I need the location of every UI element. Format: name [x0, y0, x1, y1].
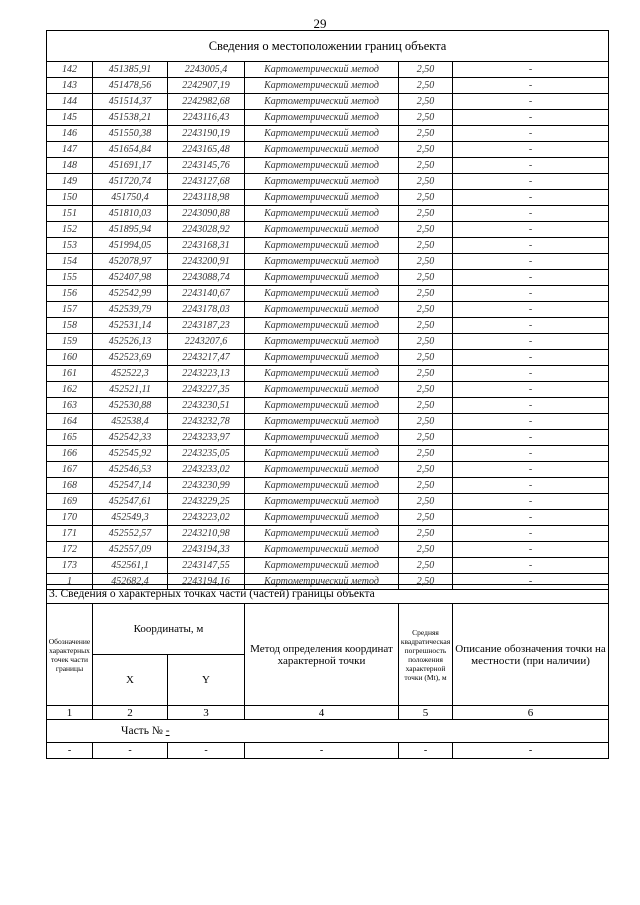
x-coordinate-cell: 451691,17 — [93, 158, 168, 174]
point-number-cell: 171 — [47, 526, 93, 542]
table-row — [47, 414, 609, 430]
x-coordinate-cell: 451514,37 — [93, 94, 168, 110]
method-cell: Картометрический метод — [245, 462, 399, 478]
x-coordinate-cell: 451810,03 — [93, 206, 168, 222]
method-cell: Картометрический метод — [245, 398, 399, 414]
accuracy-cell: 2,50 — [399, 238, 453, 254]
method-cell: Картометрический метод — [245, 350, 399, 366]
part-value: - — [165, 725, 170, 737]
method-cell: Картометрический метод — [245, 62, 399, 78]
y-coordinate-cell: 2243187,23 — [168, 318, 245, 334]
description-cell: - — [453, 238, 609, 254]
table-row — [47, 158, 609, 174]
point-number-cell: 145 — [47, 110, 93, 126]
y-coordinate-cell: 2243116,43 — [168, 110, 245, 126]
point-number-cell: 143 — [47, 78, 93, 94]
description-cell: - — [453, 190, 609, 206]
point-number-cell: 158 — [47, 318, 93, 334]
method-cell: Картометрический метод — [245, 574, 399, 590]
accuracy-cell: 2,50 — [399, 270, 453, 286]
y-coordinate-cell: 2243178,03 — [168, 302, 245, 318]
table-row — [47, 254, 609, 270]
point-number-cell: 162 — [47, 382, 93, 398]
point-number-cell: 172 — [47, 542, 93, 558]
table-row — [47, 62, 609, 78]
description-cell: - — [453, 542, 609, 558]
point-number-cell: 167 — [47, 462, 93, 478]
description-header: Описание обозначения точки на местности (при наличии) — [453, 604, 609, 706]
method-cell: Картометрический метод — [245, 206, 399, 222]
y-coordinate-cell: 2243118,98 — [168, 190, 245, 206]
method-cell: Картометрический метод — [245, 558, 399, 574]
description-cell: - — [453, 222, 609, 238]
boundary-table — [46, 30, 609, 590]
accuracy-cell: 2,50 — [399, 94, 453, 110]
point-number-cell: 150 — [47, 190, 93, 206]
y-coordinate-cell: 2243217,47 — [168, 350, 245, 366]
accuracy-cell: 2,50 — [399, 206, 453, 222]
x-coordinate-cell: 452407,98 — [93, 270, 168, 286]
description-cell: - — [453, 350, 609, 366]
accuracy-cell: 2,50 — [399, 382, 453, 398]
x-coordinate-cell: 451478,56 — [93, 78, 168, 94]
method-cell: Картометрический метод — [245, 302, 399, 318]
x-coordinate-cell: 452531,14 — [93, 318, 168, 334]
point-number-cell: 152 — [47, 222, 93, 238]
point-number-cell: 149 — [47, 174, 93, 190]
table-row — [47, 142, 609, 158]
description-cell: - — [453, 94, 609, 110]
table-row — [47, 78, 609, 94]
method-cell: Картометрический метод — [245, 526, 399, 542]
y-coordinate-cell: 2243207,6 — [168, 334, 245, 350]
method-cell: Картометрический метод — [245, 318, 399, 334]
accuracy-cell: 2,50 — [399, 174, 453, 190]
method-cell: Картометрический метод — [245, 446, 399, 462]
y-coordinate-cell: 2242982,68 — [168, 94, 245, 110]
method-cell: Картометрический метод — [245, 478, 399, 494]
x-coordinate-cell: 451994,05 — [93, 238, 168, 254]
method-cell: Картометрический метод — [245, 142, 399, 158]
accuracy-cell: 2,50 — [399, 446, 453, 462]
method-cell: Картометрический метод — [245, 286, 399, 302]
x-header: X — [93, 655, 168, 706]
table-row — [47, 478, 609, 494]
accuracy-cell: 2,50 — [399, 510, 453, 526]
method-cell: Картометрический метод — [245, 238, 399, 254]
table-row — [47, 366, 609, 382]
method-header: Метод определения координат характерной точки — [245, 604, 399, 706]
empty-cell: - — [453, 743, 609, 759]
y-coordinate-cell: 2243223,13 — [168, 366, 245, 382]
point-number-cell: 170 — [47, 510, 93, 526]
point-number-cell: 154 — [47, 254, 93, 270]
accuracy-cell: 2,50 — [399, 366, 453, 382]
part-points-table — [46, 584, 609, 759]
accuracy-cell: 2,50 — [399, 526, 453, 542]
section3-title: 3. Сведения о характерных точках части (частей) границы объекта — [47, 585, 609, 604]
col-number: 1 — [47, 706, 93, 720]
accuracy-cell: 2,50 — [399, 190, 453, 206]
point-number-cell: 173 — [47, 558, 93, 574]
empty-cell: - — [93, 743, 168, 759]
method-cell: Картометрический метод — [245, 494, 399, 510]
table-row — [47, 494, 609, 510]
col-number: 6 — [453, 706, 609, 720]
method-cell: Картометрический метод — [245, 174, 399, 190]
designation-header: Обозначение характерных точек части границы — [47, 604, 93, 706]
y-coordinate-cell: 2243232,78 — [168, 414, 245, 430]
y-coordinate-cell: 2243028,92 — [168, 222, 245, 238]
accuracy-cell: 2,50 — [399, 430, 453, 446]
point-number-cell: 147 — [47, 142, 93, 158]
point-number-cell: 169 — [47, 494, 93, 510]
point-number-cell: 163 — [47, 398, 93, 414]
x-coordinate-cell: 452547,14 — [93, 478, 168, 494]
x-coordinate-cell: 452522,3 — [93, 366, 168, 382]
x-coordinate-cell: 452523,69 — [93, 350, 168, 366]
accuracy-cell: 2,50 — [399, 78, 453, 94]
description-cell: - — [453, 462, 609, 478]
col-number: 5 — [399, 706, 453, 720]
point-number-cell: 161 — [47, 366, 93, 382]
method-cell: Картометрический метод — [245, 110, 399, 126]
point-number-cell: 160 — [47, 350, 93, 366]
description-cell: - — [453, 366, 609, 382]
method-cell: Картометрический метод — [245, 510, 399, 526]
method-cell: Картометрический метод — [245, 366, 399, 382]
point-number-cell: 157 — [47, 302, 93, 318]
table-row — [47, 526, 609, 542]
empty-cell: - — [168, 743, 245, 759]
method-cell: Картометрический метод — [245, 542, 399, 558]
y-coordinate-cell: 2243227,35 — [168, 382, 245, 398]
accuracy-cell: 2,50 — [399, 542, 453, 558]
description-cell: - — [453, 510, 609, 526]
accuracy-cell: 2,50 — [399, 302, 453, 318]
table-row — [47, 558, 609, 574]
x-coordinate-cell: 451550,38 — [93, 126, 168, 142]
col-number: 3 — [168, 706, 245, 720]
method-cell: Картометрический метод — [245, 254, 399, 270]
table-row — [47, 398, 609, 414]
accuracy-cell: 2,50 — [399, 126, 453, 142]
description-cell: - — [453, 78, 609, 94]
table-row — [47, 542, 609, 558]
y-coordinate-cell: 2243168,31 — [168, 238, 245, 254]
accuracy-cell: 2,50 — [399, 574, 453, 590]
table-row — [47, 110, 609, 126]
table-row — [47, 174, 609, 190]
x-coordinate-cell: 452538,4 — [93, 414, 168, 430]
point-number-cell: 164 — [47, 414, 93, 430]
accuracy-cell: 2,50 — [399, 110, 453, 126]
y-coordinate-cell: 2243140,67 — [168, 286, 245, 302]
y-coordinate-cell: 2243200,91 — [168, 254, 245, 270]
description-cell: - — [453, 254, 609, 270]
accuracy-cell: 2,50 — [399, 286, 453, 302]
point-number-cell: 148 — [47, 158, 93, 174]
accuracy-cell: 2,50 — [399, 414, 453, 430]
x-coordinate-cell: 452526,13 — [93, 334, 168, 350]
table-row — [47, 334, 609, 350]
x-coordinate-cell: 451385,91 — [93, 62, 168, 78]
y-coordinate-cell: 2243210,98 — [168, 526, 245, 542]
y-coordinate-cell: 2243230,99 — [168, 478, 245, 494]
y-coordinate-cell: 2243088,74 — [168, 270, 245, 286]
y-coordinate-cell: 2243235,05 — [168, 446, 245, 462]
col-number: 2 — [93, 706, 168, 720]
x-coordinate-cell: 451538,21 — [93, 110, 168, 126]
point-number-cell: 142 — [47, 62, 93, 78]
description-cell: - — [453, 558, 609, 574]
method-cell: Картометрический метод — [245, 382, 399, 398]
x-coordinate-cell: 452542,33 — [93, 430, 168, 446]
x-coordinate-cell: 451750,4 — [93, 190, 168, 206]
table-row — [47, 430, 609, 446]
x-coordinate-cell: 451720,74 — [93, 174, 168, 190]
accuracy-cell: 2,50 — [399, 350, 453, 366]
point-number-cell: 165 — [47, 430, 93, 446]
description-cell: - — [453, 302, 609, 318]
description-cell: - — [453, 174, 609, 190]
description-cell: - — [453, 126, 609, 142]
y-coordinate-cell: 2243090,88 — [168, 206, 245, 222]
method-cell: Картометрический метод — [245, 270, 399, 286]
x-coordinate-cell: 452530,88 — [93, 398, 168, 414]
point-number-cell: 166 — [47, 446, 93, 462]
y-coordinate-cell: 2243145,76 — [168, 158, 245, 174]
y-coordinate-cell: 2243230,51 — [168, 398, 245, 414]
x-coordinate-cell: 452682,4 — [93, 574, 168, 590]
point-number-cell: 159 — [47, 334, 93, 350]
method-cell: Картометрический метод — [245, 190, 399, 206]
table-row — [47, 510, 609, 526]
section-title: Сведения о местоположении границ объекта — [47, 31, 609, 62]
point-number-cell: 146 — [47, 126, 93, 142]
table-row — [47, 302, 609, 318]
y-coordinate-cell: 2243005,4 — [168, 62, 245, 78]
description-cell: - — [453, 62, 609, 78]
y-coordinate-cell: 2243194,16 — [168, 574, 245, 590]
table-row — [47, 350, 609, 366]
y-coordinate-cell: 2243233,97 — [168, 430, 245, 446]
col-number: 4 — [245, 706, 399, 720]
x-coordinate-cell: 451895,94 — [93, 222, 168, 238]
method-cell: Картометрический метод — [245, 158, 399, 174]
x-coordinate-cell: 451654,84 — [93, 142, 168, 158]
description-cell: - — [453, 270, 609, 286]
description-cell: - — [453, 110, 609, 126]
table-row — [47, 126, 609, 142]
accuracy-cell: 2,50 — [399, 478, 453, 494]
y-header: Y — [168, 655, 245, 706]
y-coordinate-cell: 2243223,02 — [168, 510, 245, 526]
description-cell: - — [453, 206, 609, 222]
description-cell: - — [453, 398, 609, 414]
table-row — [47, 206, 609, 222]
point-number-cell: 156 — [47, 286, 93, 302]
x-coordinate-cell: 452545,92 — [93, 446, 168, 462]
empty-cell: - — [399, 743, 453, 759]
description-cell: - — [453, 430, 609, 446]
x-coordinate-cell: 452557,09 — [93, 542, 168, 558]
y-coordinate-cell: 2243147,55 — [168, 558, 245, 574]
method-cell: Картометрический метод — [245, 78, 399, 94]
method-cell: Картометрический метод — [245, 94, 399, 110]
x-coordinate-cell: 452521,11 — [93, 382, 168, 398]
accuracy-cell: 2,50 — [399, 254, 453, 270]
table-row — [47, 286, 609, 302]
y-coordinate-cell: 2243233,02 — [168, 462, 245, 478]
description-cell: - — [453, 414, 609, 430]
page-number: 29 — [313, 16, 327, 31]
empty-cell: - — [47, 743, 93, 759]
table-row — [47, 446, 609, 462]
x-coordinate-cell: 452539,79 — [93, 302, 168, 318]
method-cell: Картометрический метод — [245, 414, 399, 430]
table-row — [47, 318, 609, 334]
x-coordinate-cell: 452552,57 — [93, 526, 168, 542]
description-cell: - — [453, 526, 609, 542]
accuracy-cell: 2,50 — [399, 222, 453, 238]
method-cell: Картометрический метод — [245, 126, 399, 142]
accuracy-cell: 2,50 — [399, 142, 453, 158]
part-label: Часть № — [121, 725, 163, 737]
accuracy-cell: 2,50 — [399, 398, 453, 414]
description-cell: - — [453, 494, 609, 510]
description-cell: - — [453, 382, 609, 398]
point-number-cell: 168 — [47, 478, 93, 494]
description-cell: - — [453, 142, 609, 158]
point-number-cell: 153 — [47, 238, 93, 254]
table-row — [47, 94, 609, 110]
accuracy-cell: 2,50 — [399, 558, 453, 574]
accuracy-cell: 2,50 — [399, 62, 453, 78]
table-row — [47, 190, 609, 206]
empty-cell: - — [245, 743, 399, 759]
accuracy-cell: 2,50 — [399, 494, 453, 510]
x-coordinate-cell: 452549,3 — [93, 510, 168, 526]
description-cell: - — [453, 478, 609, 494]
point-number-cell: 1 — [47, 574, 93, 590]
description-cell: - — [453, 334, 609, 350]
accuracy-cell: 2,50 — [399, 158, 453, 174]
description-cell: - — [453, 574, 609, 590]
method-cell: Картометрический метод — [245, 222, 399, 238]
accuracy-header: Средняя квадратическая погрешность положения характерной точки (Mt), м — [399, 604, 453, 706]
y-coordinate-cell: 2243165,48 — [168, 142, 245, 158]
description-cell: - — [453, 318, 609, 334]
accuracy-cell: 2,50 — [399, 318, 453, 334]
table-row — [47, 462, 609, 478]
coords-header: Координаты, м — [93, 604, 245, 655]
method-cell: Картометрический метод — [245, 430, 399, 446]
accuracy-cell: 2,50 — [399, 462, 453, 478]
point-number-cell: 144 — [47, 94, 93, 110]
description-cell: - — [453, 158, 609, 174]
point-number-cell: 151 — [47, 206, 93, 222]
x-coordinate-cell: 452078,97 — [93, 254, 168, 270]
x-coordinate-cell: 452546,53 — [93, 462, 168, 478]
table-row — [47, 222, 609, 238]
y-coordinate-cell: 2242907,19 — [168, 78, 245, 94]
x-coordinate-cell: 452547,61 — [93, 494, 168, 510]
table-row — [47, 382, 609, 398]
table-row — [47, 238, 609, 254]
y-coordinate-cell: 2243229,25 — [168, 494, 245, 510]
description-cell: - — [453, 286, 609, 302]
x-coordinate-cell: 452561,1 — [93, 558, 168, 574]
description-cell: - — [453, 446, 609, 462]
method-cell: Картометрический метод — [245, 334, 399, 350]
table-row — [47, 270, 609, 286]
y-coordinate-cell: 2243127,68 — [168, 174, 245, 190]
accuracy-cell: 2,50 — [399, 334, 453, 350]
x-coordinate-cell: 452542,99 — [93, 286, 168, 302]
y-coordinate-cell: 2243194,33 — [168, 542, 245, 558]
part-number-row — [47, 720, 609, 743]
point-number-cell: 155 — [47, 270, 93, 286]
y-coordinate-cell: 2243190,19 — [168, 126, 245, 142]
